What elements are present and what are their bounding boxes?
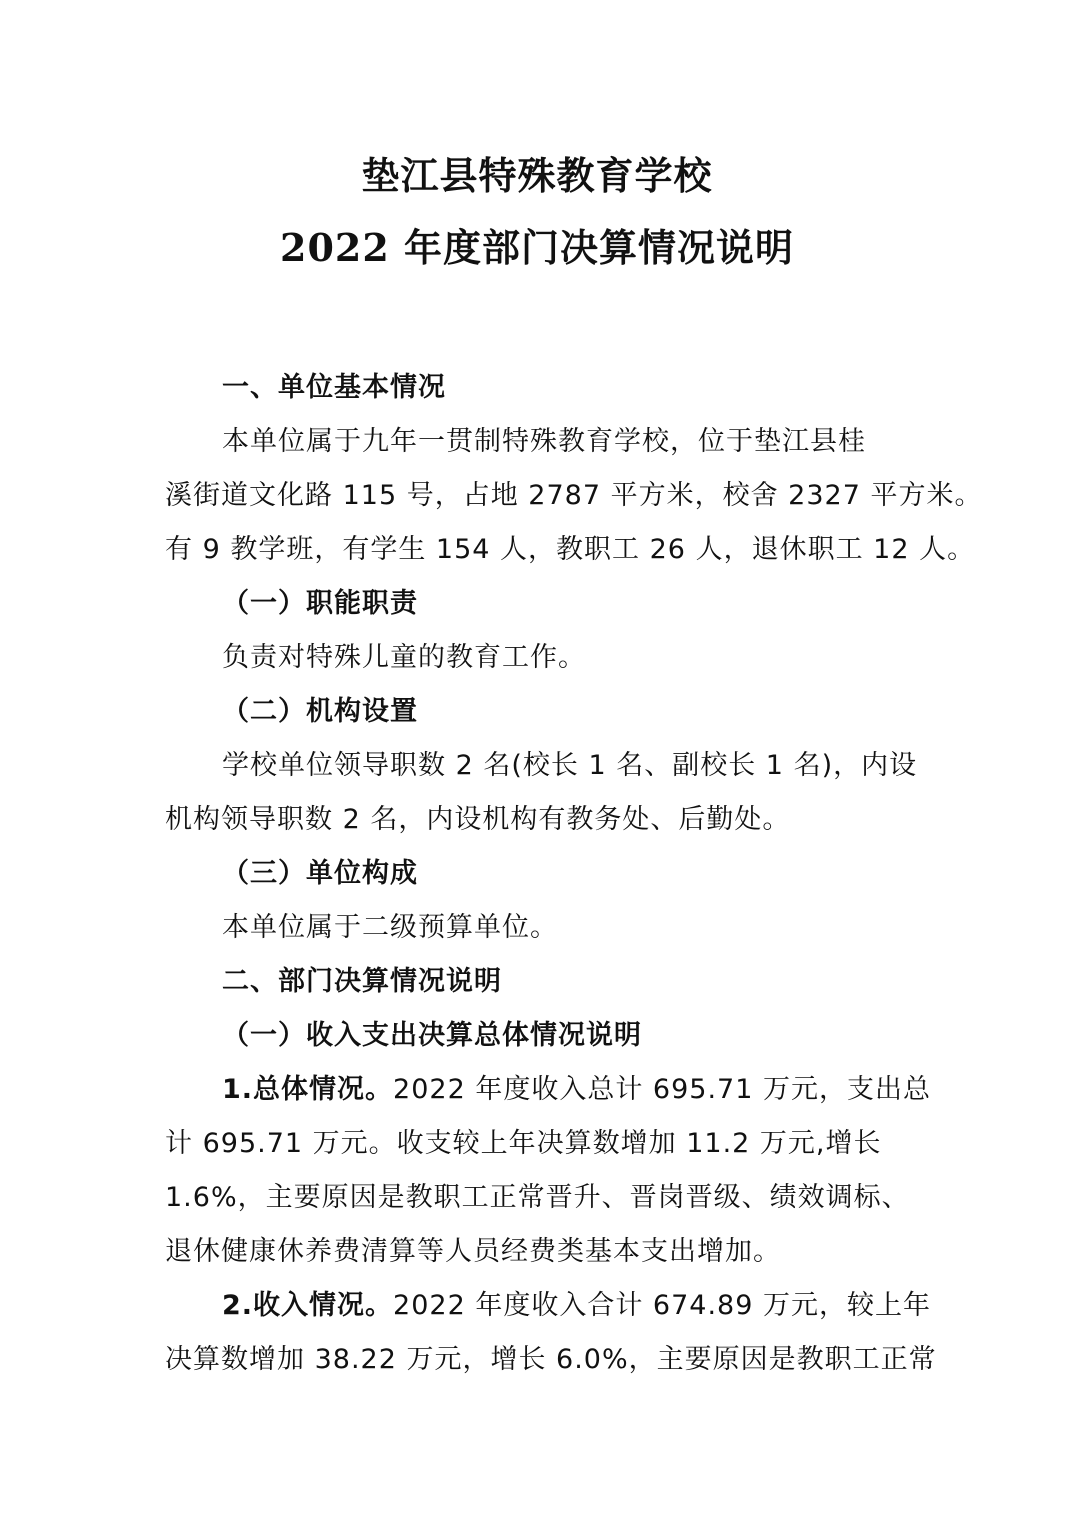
income-lead: 2.收入情况。 xyxy=(222,1290,394,1321)
section1-heading: 一、单位基本情况 xyxy=(222,372,446,403)
overall-line-1-text: 2022 年度收入总计 695.71 万元，支出总 xyxy=(393,1074,931,1105)
overall-line-4: 退休健康休养费清算等人员经费类基本支出增加。 xyxy=(165,1236,781,1267)
intro-line-2: 溪街道文化路 115 号，占地 2787 平方米，校舍 2327 平方米。 xyxy=(165,480,983,511)
income-line-1 xyxy=(222,1288,931,1324)
doc-title-line1: 垫江县特殊教育学校 xyxy=(361,153,713,198)
duty-heading: （一）职能职责 xyxy=(222,588,418,619)
income-line-2: 决算数增加 38.22 万元，增长 6.0%，主要原因是教职工正常 xyxy=(165,1344,937,1375)
section2-heading: 二、部门决算情况说明 xyxy=(222,966,502,997)
org-text-line-1: 学校单位领导职数 2 名(校长 1 名、副校长 1 名)，内设 xyxy=(222,750,918,781)
overall-line-2: 计 695.71 万元。收支较上年决算数增加 11.2 万元,增长 xyxy=(165,1128,882,1159)
income-line-1-text: 2022 年度收入合计 674.89 万元，较上年 xyxy=(393,1290,931,1321)
overall-line-3: 1.6%，主要原因是教职工正常晋升、晋岗晋级、绩效调标、 xyxy=(165,1182,910,1213)
duty-text: 负责对特殊儿童的教育工作。 xyxy=(222,642,586,673)
overall-lead: 1.总体情况。 xyxy=(222,1074,394,1105)
composition-heading: （三）单位构成 xyxy=(222,858,418,889)
intro-line-3: 有 9 教学班，有学生 154 人，教职工 26 人，退休职工 12 人。 xyxy=(165,534,976,565)
composition-text: 本单位属于二级预算单位。 xyxy=(222,912,558,943)
intro-line-1: 本单位属于九年一贯制特殊教育学校，位于垫江县桂 xyxy=(222,426,866,457)
section2-sub-heading: （一）收入支出决算总体情况说明 xyxy=(222,1020,642,1051)
org-text-line-2: 机构领导职数 2 名，内设机构有教务处、后勤处。 xyxy=(165,804,791,835)
doc-title-line2: 2022 年度部门决算情况说明 xyxy=(280,225,794,270)
org-heading: （二）机构设置 xyxy=(222,696,418,727)
overall-line-1 xyxy=(222,1072,931,1108)
